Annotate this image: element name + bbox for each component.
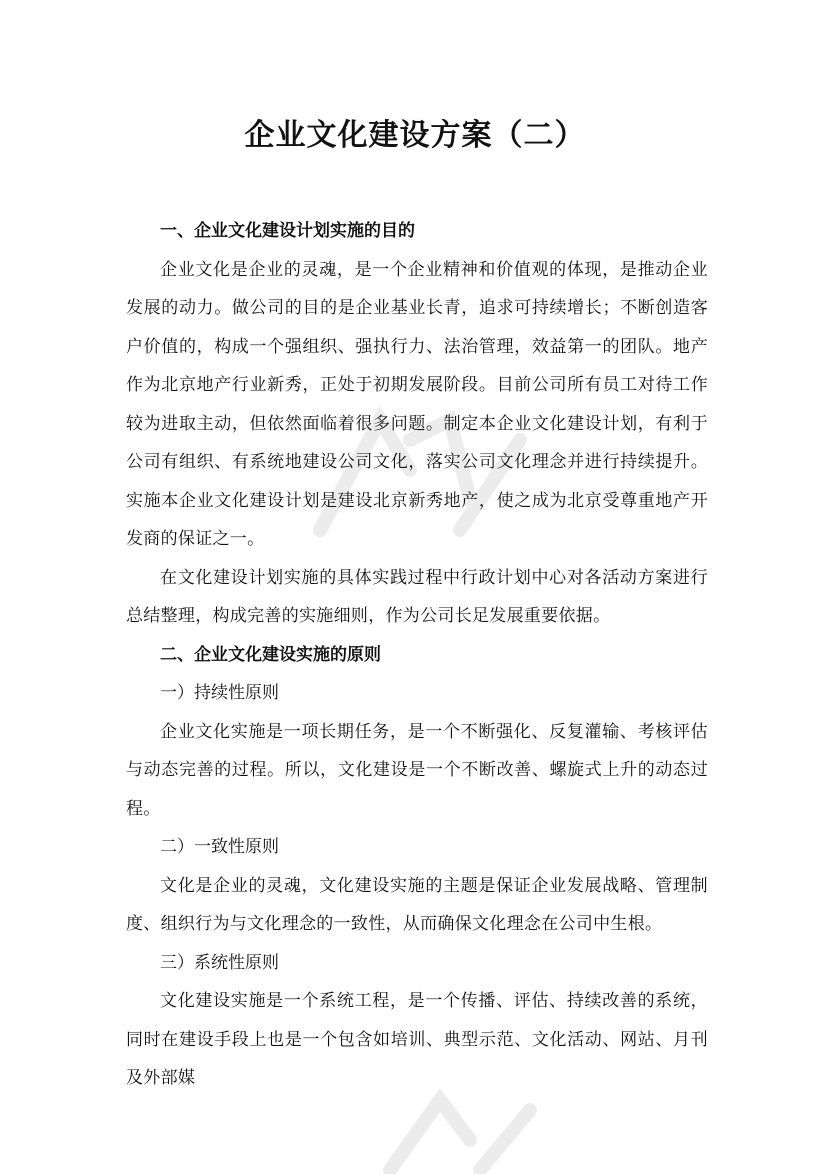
paragraph-consistency: 文化是企业的灵魂，文化建设实施的主题是保证企业发展战略、管理制度、组织行为与文化理念的一致性，从而确保文化理念在公司中生根。 bbox=[126, 875, 708, 934]
section-heading-principles: 二、企业文化建设实施的原则 bbox=[160, 644, 381, 665]
paragraph-systematic: 文化建设实施是一个系统工程，是一个传播、评估、持续改善的系统，同时在建设手段上也是一个包含如培训、典型示范、文化活动、网站、月刊及外部媒 bbox=[126, 991, 708, 1088]
paragraph-purpose-2: 在文化建设计划实施的具体实践过程中行政计划中心对各活动方案进行总结整理，构成完善的实施细则，作为公司长足发展重要依据。 bbox=[126, 567, 708, 626]
paragraph-purpose-1: 企业文化是企业的灵魂，是一个企业精神和价值观的体现，是推动企业发展的动力。做公司的目的是企业基业长青，追求可持续增长；不断创造客户价值的，构成一个强组织、强执行力、法治管理，效益第一的团队。地产作为北京地产行业新秀，正处于初期发展阶段。目前公司所有员工对待工作较为进取主动，但依然面临着很多问题。制定本企业文化建设计划，有利于公司有组织、有系统地建设公司文化，落实公司文化理念并进行持续提升。实施本企业文化建设计划是建设北京新秀地产，使之成为北京受尊重地产开发商的保证之一。 bbox=[126, 259, 708, 549]
subheading-systematic: 三）系统性原则 bbox=[160, 952, 279, 973]
document-body bbox=[126, 212, 708, 1098]
section-heading-purpose: 一、企业文化建设计划实施的目的 bbox=[160, 221, 415, 241]
paragraph-continuity: 企业文化实施是一项长期任务，是一个不断强化、反复灌输、考核评估与动态完善的过程。所以，文化建设是一个不断改善、螺旋式上升的动态过程。 bbox=[126, 721, 708, 819]
subheading-continuity: 一）持续性原则 bbox=[160, 683, 279, 703]
subheading-consistency: 二）一致性原则 bbox=[160, 837, 279, 857]
document-title: 企业文化建设方案（二） bbox=[244, 118, 586, 153]
